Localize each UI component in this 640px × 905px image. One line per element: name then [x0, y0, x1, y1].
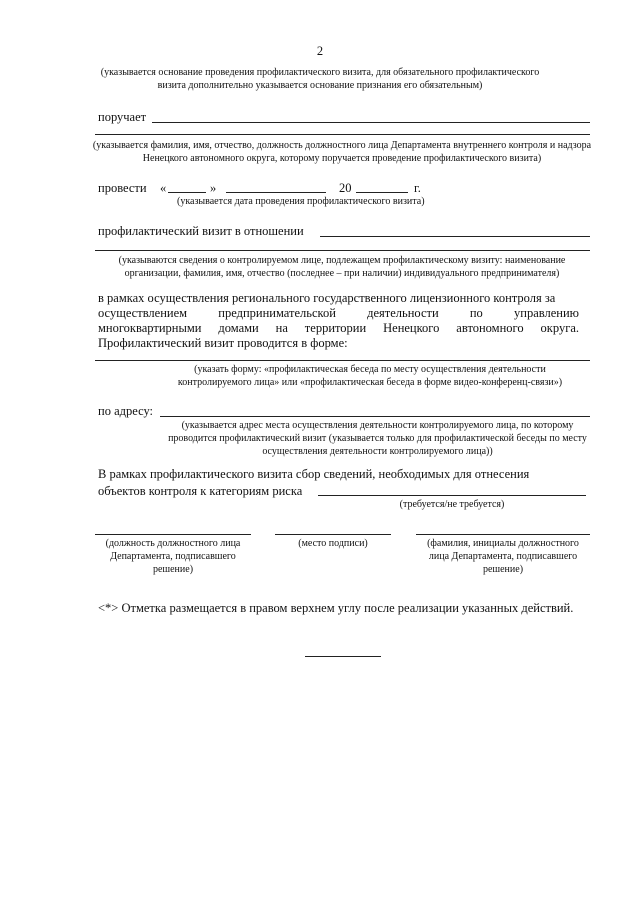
- date-label: провести: [98, 181, 147, 195]
- closing-rule: [305, 656, 381, 657]
- form-field[interactable]: [95, 360, 590, 361]
- assign-field[interactable]: [152, 122, 590, 123]
- para-control-line-4: Профилактический визит проводится в форме:: [98, 336, 348, 350]
- note-form: (указать форму: «профилактическая беседа по месту осуществления деятельности контролируемого лица» или «профилактическая беседа в форме видео-конференц-связи»): [177, 364, 563, 388]
- risk-field[interactable]: [318, 495, 586, 496]
- date-open-quote: «: [160, 181, 167, 195]
- note-address: (указывается адрес места осуществления деятельности контролируемого лица, по которому проводится профилактический визит (указывается только для профилактической беседы по месту осуществления деятельности контролируемого лица)): [168, 420, 587, 457]
- note-risk: (требуется/не требуется): [399, 499, 505, 510]
- assign-field-2[interactable]: [95, 134, 590, 135]
- note-person: (указываются сведения о контролируемом лице, подлежащем профилактическому визиту: наименование организации, фамилия, имя, отчество (последнее – при наличии) индивидуального предпринимателя): [118, 255, 566, 279]
- regard-field-2[interactable]: [95, 250, 590, 251]
- year-suffix: г.: [414, 181, 421, 195]
- month-field[interactable]: [226, 192, 326, 193]
- note-official: (указывается фамилия, имя, отчество, должность должностного лица Департамента внутреннего контроля и надзора Ненецкого автономного округа, которому поручается проведение профилактического визита): [92, 140, 592, 164]
- para-control-line-1: в рамках осуществления регионального государственного лицензионного контроля за: [98, 291, 556, 305]
- note-date: (указывается дата проведения профилактического визита): [177, 196, 425, 207]
- year-field[interactable]: [356, 192, 408, 193]
- para-risk-line-2: объектов контроля к категориям риска: [98, 484, 303, 498]
- signature-name-note: (фамилия, инициалы должностного лица Департамента, подписавшего решение): [427, 538, 579, 575]
- regard-field[interactable]: [320, 236, 590, 237]
- date-close-quote: »: [210, 181, 217, 195]
- address-label: по адресу:: [98, 404, 154, 418]
- para-control-line-3: многоквартирными домами на территории Ненецкого автономного округа.: [98, 321, 579, 335]
- signature-name-line[interactable]: [416, 534, 590, 535]
- signature-position-note: (должность должностного лица Департамента, подписавшего решение): [105, 538, 241, 575]
- day-field[interactable]: [168, 192, 206, 193]
- regard-label: профилактический визит в отношении: [98, 224, 304, 238]
- para-control-line-2: осуществлением предпринимательской деятельности по управлению: [98, 306, 579, 320]
- page-number: 2: [316, 44, 324, 58]
- signature-place-note: (место подписи): [298, 538, 368, 549]
- footnote: <*> Отметка размещается в правом верхнем углу после реализации указанных действий.: [98, 601, 574, 615]
- para-risk-line-1: В рамках профилактического визита сбор сведений, необходимых для отнесения: [98, 467, 530, 481]
- assign-label: поручает: [98, 110, 147, 124]
- year-prefix: 20: [339, 181, 352, 195]
- signature-place-line[interactable]: [275, 534, 391, 535]
- note-basis: (указывается основание проведения профилактического визита, для обязательного профилактического визита дополнительно указывается основание признания его обязательным): [100, 67, 540, 91]
- address-field[interactable]: [160, 416, 590, 417]
- signature-position-line[interactable]: [95, 534, 251, 535]
